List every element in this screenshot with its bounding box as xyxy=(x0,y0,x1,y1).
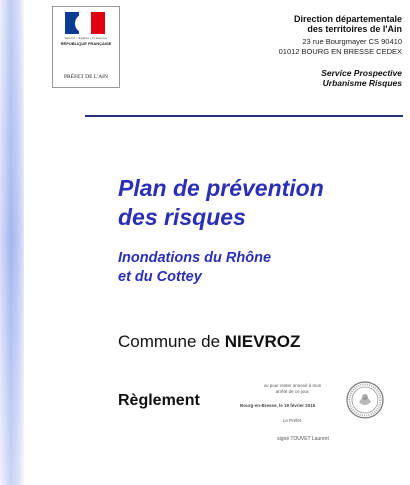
direction-address: 23 rue Bourgmayer CS 90410 01012 BOURG EN BRESSE CEDEX xyxy=(278,37,402,56)
prefet-label: PRÉFET DE L'AIN xyxy=(64,74,108,80)
prefecture-seal-icon xyxy=(345,380,385,420)
annex-stamp-text: vu pour rester annexé à mon arrêté de ce jour, xyxy=(263,383,322,394)
decorative-side-band xyxy=(0,0,24,485)
header-divider xyxy=(85,115,403,117)
stamp-place-date: Bourg-en-Bresse, le 19 février 2015 xyxy=(240,403,316,408)
commune-name: NIEVROZ xyxy=(224,332,301,351)
republic-motto: Liberté • Égalité • Fraternité xyxy=(64,36,108,40)
document-type: Règlement xyxy=(118,392,200,409)
commune-heading: Commune de NIEVROZ xyxy=(118,332,301,351)
signature-text: signé TOUVET Laurent xyxy=(277,436,329,442)
document-subtitle: Inondations du Rhône et du Cottey xyxy=(118,250,272,285)
direction-name: Direction départementale des territoires de l'Ain xyxy=(293,14,402,34)
marianne-logo-block xyxy=(52,6,120,88)
marianne-flag-icon xyxy=(65,12,105,34)
republic-name: RÉPUBLIQUE FRANÇAISE xyxy=(60,41,112,46)
stamp-role: Le Préfet xyxy=(282,418,302,423)
service-name: Service Prospective Urbanisme Risques xyxy=(321,68,402,88)
document-title: Plan de prévention des risques xyxy=(118,175,324,230)
